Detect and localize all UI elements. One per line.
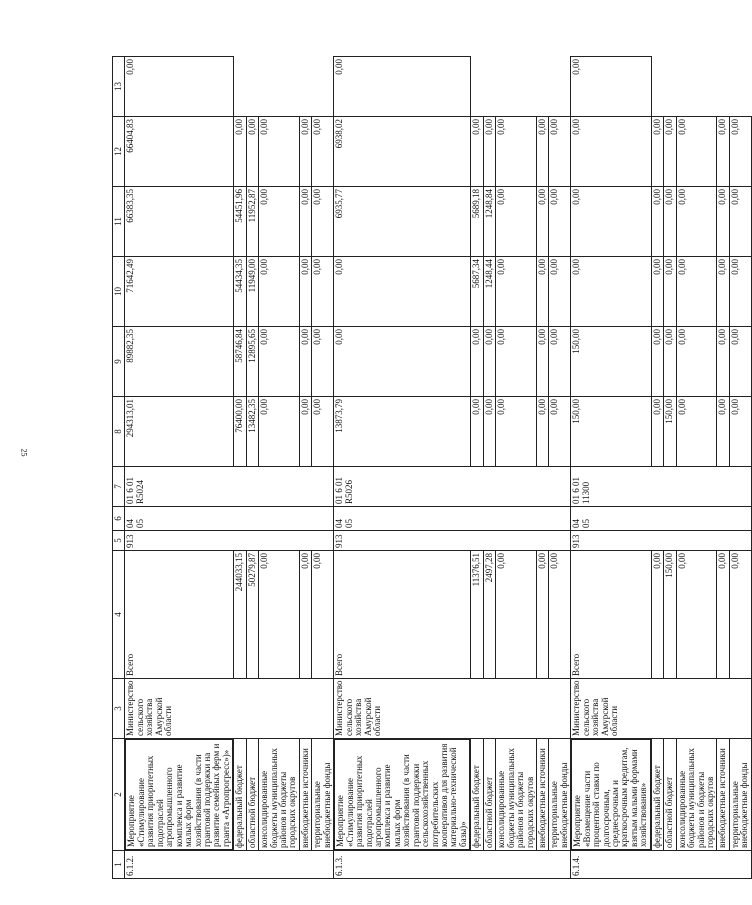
value-cell: 89882,35 [125,327,234,397]
header-cell: 9 [113,327,125,397]
header-cell: 8 [113,397,125,467]
value-cell: 0,00 [571,117,652,187]
value-cell: 0,00 [334,57,471,117]
header-cell: 11 [113,187,125,257]
value-cell: 0,00 [536,551,548,679]
measure-number: 6.1.2. [125,851,334,879]
value-cell: 0,00 [664,117,676,187]
table-row [334,57,471,879]
header-cell: 1 [113,851,125,879]
value-cell: 0,00 [259,327,300,397]
value-cell: 0,00 [246,117,258,187]
header-cell: 13 [113,57,125,117]
grbs-code: 913 [125,531,334,551]
value-cell: 0,00 [496,187,537,257]
value-cell: 0,00 [536,257,548,327]
funding-source: областной бюджет [664,739,676,851]
value-cell: 0,00 [651,397,663,467]
value-cell: 2497,28 [483,551,495,679]
value-cell: 13482,35 [246,397,258,467]
value-cell: 0,00 [312,187,334,257]
budget-table [112,56,752,879]
funding-source: территориальные внебюджетные фонды [312,739,334,851]
value-cell: 54451,96 [234,187,246,257]
value-cell: 0,00 [312,257,334,327]
value-cell: 0,00 [312,117,334,187]
funding-source: федеральный бюджет [651,739,663,851]
header-cell: 5 [113,531,125,551]
value-cell: 0,00 [496,397,537,467]
funding-source: областной бюджет [483,739,495,851]
value-cell: 0,00 [299,551,311,679]
header-cell: 6 [113,507,125,531]
measure-executor: Министерство сельского хозяйства Амурской области [334,679,571,739]
value-cell: 0,00 [549,397,571,467]
value-cell: 0,00 [299,397,311,467]
section-code: 04 05 [125,507,334,531]
value-cell: 0,00 [471,397,483,467]
value-cell: 0,00 [483,117,495,187]
header-cell: 12 [113,117,125,187]
funding-source: консолидированные бюджеты муниципальных районов и бюджеты городских округов [676,739,717,851]
value-cell: 0,00 [571,187,652,257]
value-cell: 1248,44 [483,257,495,327]
target-article-code: 01 6 01 R5026 [334,467,571,507]
table-row [125,57,234,879]
funding-source: консолидированные бюджеты муниципальных районов и бюджеты городских округов [496,739,537,851]
value-cell: 50279,87 [246,551,258,679]
grbs-code: 913 [571,531,751,551]
value-cell: 0,00 [483,397,495,467]
value-cell: 150,00 [664,397,676,467]
value-cell: 0,00 [717,551,729,679]
value-cell: 0,00 [496,257,537,327]
table-body [113,57,752,879]
measure-executor: Министерство сельского хозяйства Амурской области [571,679,751,739]
value-cell: 0,00 [549,551,571,679]
value-cell: 54434,35 [234,257,246,327]
section-code: 04 05 [334,507,571,531]
value-cell: 5689,18 [471,187,483,257]
header-cell: 7 [113,467,125,507]
value-cell: 0,00 [664,257,676,327]
value-cell: 0,00 [651,551,663,679]
value-cell: 0,00 [676,327,717,397]
value-cell: 0,00 [334,327,471,397]
measure-name: Мероприятие «Возмещение части процентной ставки по долгосрочным, среднесрочным и краткосрочным кредитам, взятым малыми формами хозяйствования» [571,739,651,850]
value-cell: 150,00 [571,327,652,397]
funding-source: внебюджетные источники [299,739,311,851]
value-cell: 1248,84 [483,187,495,257]
value-cell: 0,00 [549,257,571,327]
value-cell: 0,00 [729,257,751,327]
funding-source: Всего [571,551,652,679]
value-cell: 0,00 [676,117,717,187]
value-cell: 11952,87 [246,187,258,257]
value-cell: 0,00 [234,117,246,187]
funding-source: консолидированные бюджеты муниципальных районов и бюджеты городских округов [259,739,300,851]
value-cell: 0,00 [717,327,729,397]
value-cell: 0,00 [571,257,652,327]
value-cell: 0,00 [536,397,548,467]
value-cell: 0,00 [471,117,483,187]
value-cell: 0,00 [729,117,751,187]
value-cell: 294313,01 [125,397,234,467]
value-cell: 0,00 [651,327,663,397]
funding-source: внебюджетные источники [536,739,548,851]
funding-source: федеральный бюджет [471,739,483,851]
header-cell: 3 [113,679,125,739]
funding-source: внебюджетные источники [717,739,729,851]
value-cell: 0,00 [471,327,483,397]
header-cell: 2 [113,739,125,851]
measure-executor: Министерство сельского хозяйства Амурской области [125,679,334,739]
funding-source: Всего [125,551,234,679]
value-cell: 0,00 [536,117,548,187]
value-cell: 0,00 [299,187,311,257]
value-cell: 71642,49 [125,257,234,327]
value-cell: 76400,00 [234,397,246,467]
value-cell: 0,00 [729,397,751,467]
value-cell: 0,00 [536,327,548,397]
value-cell: 0,00 [496,117,537,187]
value-cell: 150,00 [664,551,676,679]
value-cell: 0,00 [651,117,663,187]
value-cell: 0,00 [259,397,300,467]
value-cell: 0,00 [717,187,729,257]
value-cell: 5687,34 [471,257,483,327]
value-cell: 0,00 [729,327,751,397]
value-cell: 0,00 [729,187,751,257]
value-cell: 0,00 [496,327,537,397]
measure-number: 6.1.4. [571,851,751,879]
value-cell: 0,00 [334,257,471,327]
value-cell: 0,00 [717,257,729,327]
value-cell: 0,00 [299,117,311,187]
value-cell: 0,00 [312,551,334,679]
value-cell: 0,00 [571,57,652,117]
value-cell: 0,00 [676,551,717,679]
value-cell: 0,00 [259,551,300,679]
value-cell: 0,00 [496,551,537,679]
grbs-code: 913 [334,531,571,551]
value-cell: 0,00 [717,117,729,187]
value-cell: 66404,83 [125,117,234,187]
value-cell: 0,00 [299,327,311,397]
value-cell: 6935,77 [334,187,471,257]
value-cell: 0,00 [549,117,571,187]
header-cell: 10 [113,257,125,327]
value-cell: 0,00 [259,187,300,257]
funding-source: федеральный бюджет [234,739,246,851]
funding-source: территориальные внебюджетные фонды [549,739,571,851]
value-cell: 0,00 [664,327,676,397]
value-cell: 150,00 [571,397,652,467]
value-cell: 0,00 [312,397,334,467]
value-cell: 11376,51 [471,551,483,679]
value-cell: 0,00 [549,187,571,257]
measure-name: Мероприятие «Стимулирование развития приоритетных подотраслей агропромышленного комплекса и развитие малых форм хозяйствования (в части грантовой поддержки на развитие семейных ферм и гранта «Агропрогресс»)» [125,739,233,850]
value-cell: 0,00 [483,327,495,397]
value-cell: 0,00 [549,327,571,397]
value-cell: 0,00 [651,257,663,327]
header-cell: 4 [113,551,125,679]
value-cell: 0,00 [717,397,729,467]
value-cell: 0,00 [676,187,717,257]
measure-name: Мероприятие «Стимулирование развития приоритетных подотраслей агропромышленного комплекса и развитие малых форм хозяйствования (в части грантовой поддержки сельскохозяйственных потребительских кооперативов для развития материально-технической базы)» [334,739,470,850]
funding-source: областной бюджет [246,739,258,851]
value-cell: 0,00 [676,397,717,467]
page-number: 25 [19,448,29,457]
target-article-code: 01 6 01 R5024 [125,467,334,507]
target-article-code: 01 6 01 11300 [571,467,751,507]
value-cell: 0,00 [259,257,300,327]
value-cell: 66383,35 [125,187,234,257]
funding-source: Всего [334,551,471,679]
value-cell: 0,00 [729,551,751,679]
value-cell: 13873,79 [334,397,471,467]
value-cell: 12895,65 [246,327,258,397]
value-cell: 0,00 [259,117,300,187]
funding-source: территориальные внебюджетные фонды [729,739,751,851]
value-cell: 244033,15 [234,551,246,679]
value-cell: 0,00 [664,187,676,257]
value-cell: 0,00 [312,327,334,397]
value-cell: 58746,84 [234,327,246,397]
measure-number: 6.1.3. [334,851,571,879]
table-row [571,57,652,879]
value-cell: 0,00 [536,187,548,257]
value-cell: 0,00 [125,57,234,117]
value-cell: 0,00 [651,187,663,257]
value-cell: 0,00 [676,257,717,327]
value-cell: 11949,00 [246,257,258,327]
value-cell: 6938,02 [334,117,471,187]
header-row [113,57,125,879]
value-cell: 0,00 [299,257,311,327]
section-code: 04 05 [571,507,751,531]
